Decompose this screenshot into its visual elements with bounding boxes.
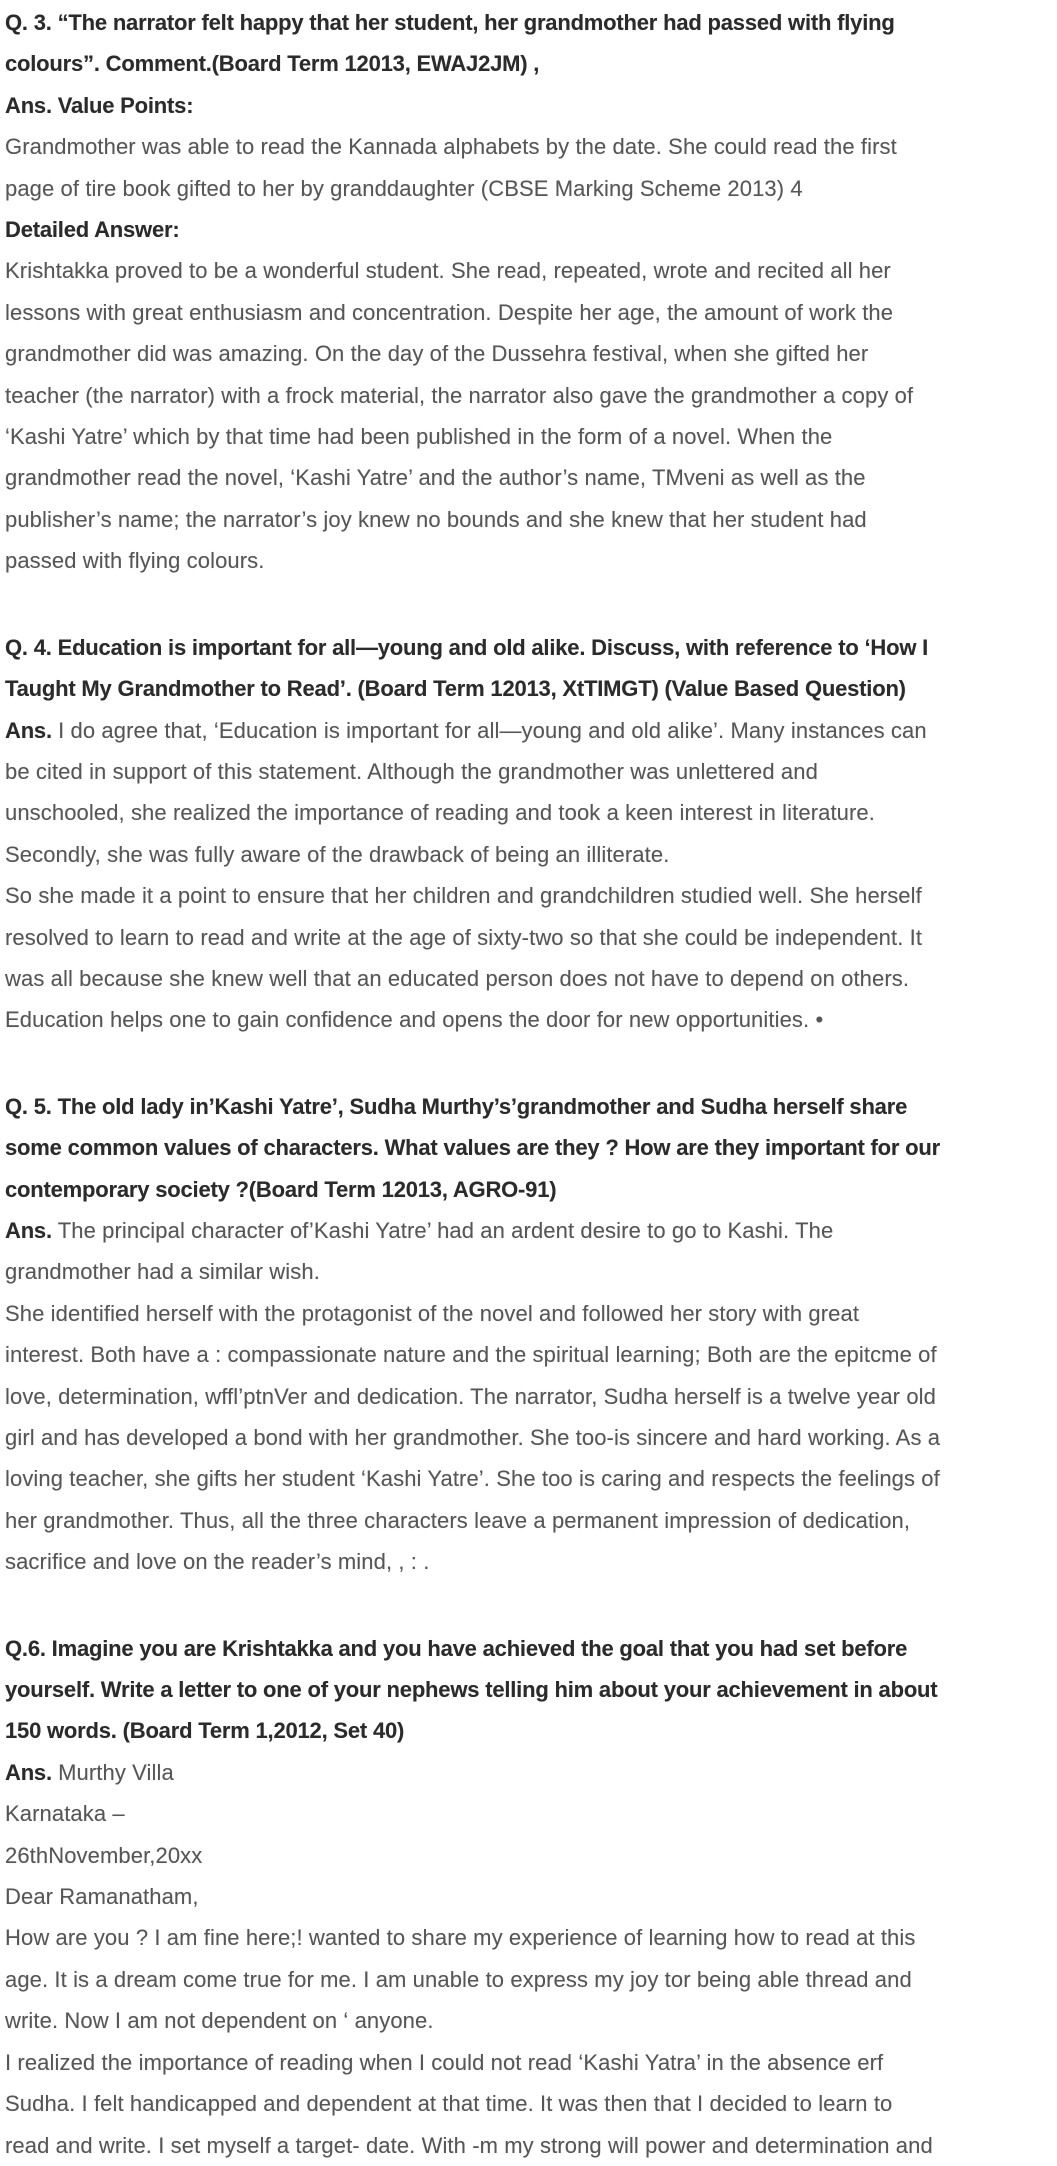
body-text: girl and has developed a bond with her grandmother. She too-is sincere and hard working. As a — [5, 1425, 941, 1450]
body-text: page of tire book gifted to her by granddaughter (CBSE Marking Scheme 2013) 4 — [5, 175, 803, 201]
text-line — [5, 499, 1052, 540]
bold-text: colours”. Comment.(Board Term 12013, EWAJ2JM) , — [5, 51, 540, 77]
bold-text: Q.6. Imagine you are Krishtakka and you have achieved the goal that you had set before — [5, 1635, 908, 1661]
body-text: be cited in support of this statement. Although the grandmother was unlettered and — [5, 758, 818, 784]
question-4-block — [5, 627, 1052, 1041]
body-text: read and write. I set myself a target- date. With -m my strong will power and determination and — [5, 2132, 933, 2158]
text-line — [5, 917, 1052, 958]
text-line — [5, 1293, 1052, 1334]
body-text: age. It is a dream come true for me. I am unable to express my joy tor being able thread and — [5, 1966, 912, 1992]
bold-text: Q. 4. Education is important for all—young and old alike. Discuss, with reference to ‘How I — [5, 634, 929, 660]
body-text: Education helps one to gain confidence and opens the door for new opportunities. • — [5, 1007, 824, 1033]
text-line — [5, 375, 1052, 416]
text-line — [5, 1210, 1052, 1251]
bold-text: yourself. Write a letter to one of your nephews telling him about your achievement in about — [5, 1677, 938, 1703]
text-line — [5, 416, 1052, 457]
bold-text: Q. 5. The old lady in’Kashi Yatre’, Sudha Murthy’s’grandmother and Sudha herself share — [5, 1093, 908, 1119]
body-text: passed with flying colours. — [5, 548, 265, 574]
text-line — [5, 1376, 1052, 1417]
body-text: ‘Kashi Yatre’ which by that time had been published in the form of a novel. When the — [5, 424, 833, 450]
body-text: lessons with great enthusiasm and concentration. Despite her age, the amount of work the — [5, 299, 894, 325]
text-line — [5, 85, 1052, 126]
body-text: resolved to learn to read and write at the age of sixty-two so that she could be independent. It — [5, 924, 923, 950]
text-line — [5, 2083, 1052, 2124]
bold-text: Detailed Answer: — [5, 217, 180, 243]
text-line — [5, 1127, 1052, 1168]
body-text: Grandmother was able to read the Kannada alphabets by the date. She could read the first — [5, 134, 897, 160]
body-text: Dear Ramanatham, — [5, 1884, 199, 1910]
bold-text: Q. 3. “The narrator felt happy that her student, her grandmother had passed with flying — [5, 10, 895, 35]
text-line — [5, 2000, 1052, 2041]
body-text: Krishtakka proved to be a wonderful student. She read, repeated, wrote and recited all her — [5, 258, 891, 284]
text-line — [5, 875, 1052, 916]
text-line — [5, 1417, 1052, 1458]
text-line — [5, 250, 1052, 291]
text-line — [5, 1959, 1052, 2000]
bold-text: some common values of characters. What values are they ? How are they important for our — [5, 1135, 940, 1161]
text-line — [5, 1500, 1052, 1541]
text-line — [5, 1541, 1052, 1582]
text-line — [5, 1835, 1052, 1876]
text-line — [5, 1917, 1052, 1958]
text-line — [5, 751, 1052, 792]
body-text: her grandmother. Thus, all the three characters leave a permanent impression of dedication, — [5, 1507, 911, 1533]
body-text: 26thNovember,20xx — [5, 1842, 203, 1868]
body-text: publisher’s name; the narrator’s joy knew no bounds and she knew that her student had — [5, 506, 867, 532]
text-line — [5, 1334, 1052, 1375]
text-line — [5, 1710, 1052, 1751]
text-line — [5, 2, 1052, 43]
body-text: sacrifice and love on the reader’s mind, , : . — [5, 1549, 430, 1575]
bold-text: 150 words. (Board Term 1,2012, Set 40) — [5, 1718, 405, 1744]
body-text: So she made it a point to ensure that her children and grandchildren studied well. She herself — [5, 883, 922, 909]
text-line — [5, 1251, 1052, 1292]
text-line — [5, 1169, 1052, 1210]
text-line — [5, 1628, 1052, 1669]
body-text: I realized the importance of reading when I could not read ‘Kashi Yatra’ in the absence erf — [5, 2049, 884, 2075]
bold-text: Ans. — [5, 1217, 52, 1243]
text-line — [5, 834, 1052, 875]
question-3-block — [5, 2, 1052, 582]
body-text: grandmother had a similar wish. — [5, 1259, 320, 1285]
text-line — [5, 2042, 1052, 2083]
body-text: Murthy Villa — [51, 1759, 174, 1785]
question-6-block — [5, 1628, 1052, 2166]
bold-text: Ans. — [5, 717, 52, 743]
body-text: teacher (the narrator) with a frock material, the narrator also gave the grandmother a copy of — [5, 382, 914, 408]
text-line — [5, 710, 1052, 751]
body-text: unschooled, she realized the importance of reading and took a keen interest in literature. — [5, 800, 875, 826]
body-text: grandmother read the novel, ‘Kashi Yatre’ and the author’s name, TMveni as well as the — [5, 465, 866, 491]
body-text: grandmother did was amazing. On the day of the Dussehra festival, when she gifted her — [5, 341, 869, 367]
text-line — [5, 1669, 1052, 1710]
bold-text: Ans. Value Points: — [5, 92, 194, 118]
text-line — [5, 126, 1052, 167]
text-line — [5, 292, 1052, 333]
text-line — [5, 209, 1052, 250]
text-line — [5, 958, 1052, 999]
text-line — [5, 792, 1052, 833]
body-text: was all because she knew well that an educated person does not have to depend on others. — [5, 965, 910, 991]
body-text: love, determination, wffl’ptnVer and dedication. The narrator, Sudha herself is a twelve year old — [5, 1383, 936, 1409]
body-text: I do agree that, ‘Education is important for all—young and old alike’. Many instances can — [51, 717, 927, 743]
text-line — [5, 1876, 1052, 1917]
text-line — [5, 2125, 1052, 2166]
bold-text: contemporary society ?(Board Term 12013, AGRO-91) — [5, 1176, 557, 1202]
body-text: The principal character of’Kashi Yatre’ had an ardent desire to go to Kashi. The — [51, 1217, 834, 1243]
body-text: How are you ? I am fine here;! wanted to share my experience of learning how to read at this — [5, 1925, 916, 1951]
text-line — [5, 540, 1052, 581]
text-line — [5, 999, 1052, 1040]
text-line — [5, 1752, 1052, 1793]
text-line — [5, 1458, 1052, 1499]
text-line — [5, 1086, 1052, 1127]
body-text: interest. Both have a : compassionate nature and the spiritual learning; Both are the epitcme of — [5, 1342, 937, 1368]
text-line — [5, 668, 1052, 709]
body-text: write. Now I am not dependent on ‘ anyone. — [5, 2008, 434, 2034]
text-line — [5, 333, 1052, 374]
body-text: Secondly, she was fully aware of the drawback of being an illiterate. — [5, 841, 670, 867]
text-line — [5, 1793, 1052, 1834]
text-line — [5, 168, 1052, 209]
body-text: Sudha. I felt handicapped and dependent at that time. It was then that I decided to learn to — [5, 2091, 893, 2117]
bold-text: Ans. — [5, 1759, 52, 1785]
bold-text: Taught My Grandmother to Read’. (Board Term 12013, XtTIMGT) (Value Based Question) — [5, 676, 906, 702]
body-text: Karnataka – — [5, 1801, 125, 1827]
body-text: loving teacher, she gifts her student ‘Kashi Yatre’. She too is caring and respects the feelings of — [5, 1466, 940, 1492]
text-line — [5, 457, 1052, 498]
text-line — [5, 627, 1052, 668]
text-line — [5, 43, 1052, 84]
body-text: She identified herself with the protagonist of the novel and followed her story with great — [5, 1300, 860, 1326]
question-5-block — [5, 1086, 1052, 1583]
